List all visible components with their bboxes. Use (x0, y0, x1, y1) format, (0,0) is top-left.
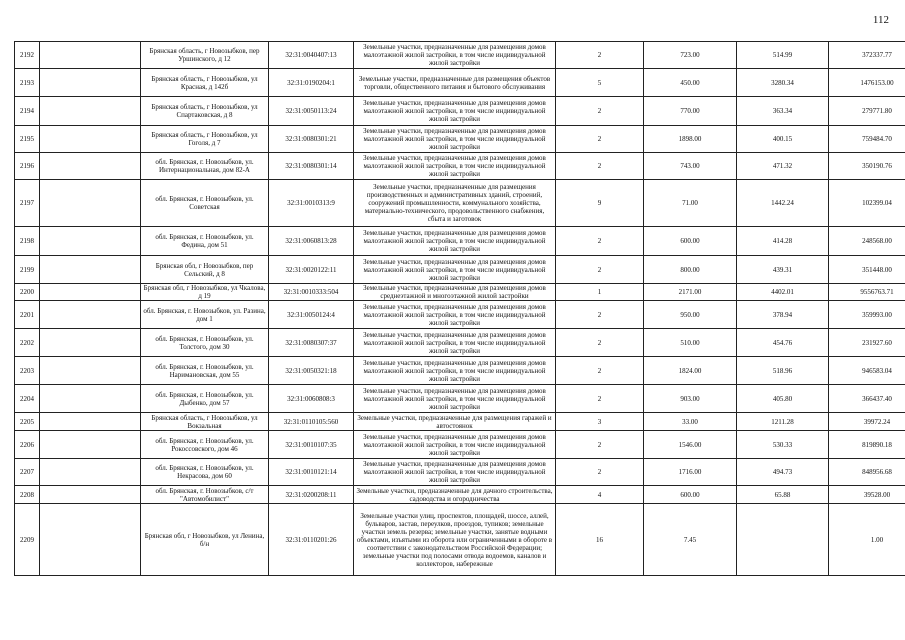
specific-value-cell (737, 504, 829, 576)
cadastral-number-cell: 32:31:0010333:504 (269, 284, 354, 301)
empty-cell (40, 431, 141, 459)
empty-cell (40, 69, 141, 97)
address-cell: Брянская обл, г Новозыбков, ул Ленина, б/н (141, 504, 269, 576)
cadastral-value-cell: 759484.70 (829, 126, 905, 153)
specific-value-cell: 1442.24 (737, 180, 829, 227)
area-cell: 1716.00 (644, 459, 737, 486)
empty-cell (40, 301, 141, 329)
specific-value-cell: 439.31 (737, 256, 829, 284)
address-cell: обл. Брянская, г. Новозыбков, с/т "Автомобилист" (141, 486, 269, 504)
specific-value-cell: 518.96 (737, 357, 829, 385)
empty-cell (40, 180, 141, 227)
cadastral-number-cell: 32:31:0110105:560 (269, 413, 354, 431)
table-row (15, 153, 905, 180)
row-number-cell: 2207 (15, 459, 40, 486)
row-number-cell: 2197 (15, 180, 40, 227)
table-row (15, 227, 905, 256)
cadastral-value-table (14, 41, 905, 576)
specific-value-cell: 3280.34 (737, 69, 829, 97)
address-cell: Брянская область, г Новозыбков, пер Уршинского, д 12 (141, 42, 269, 69)
table-row (15, 431, 905, 459)
table-row (15, 329, 905, 357)
cadastral-number-cell: 32:31:0010313:9 (269, 180, 354, 227)
category-code-cell: 2 (556, 153, 644, 180)
land-use-cell: Земельные участки, предназначенные для размещения домов малоэтажной жилой застройки, в том числе индивидуальной жилой застройки (354, 256, 556, 284)
table-row (15, 413, 905, 431)
table-row (15, 385, 905, 413)
cadastral-number-cell: 32:31:0010107:35 (269, 431, 354, 459)
empty-cell (40, 459, 141, 486)
address-cell: Брянская область, г Новозыбков, ул Вокзальная (141, 413, 269, 431)
area-cell: 800.00 (644, 256, 737, 284)
cadastral-number-cell: 32:31:0080301:21 (269, 126, 354, 153)
table-row (15, 357, 905, 385)
cadastral-value-cell: 946583.04 (829, 357, 905, 385)
area-cell: 1824.00 (644, 357, 737, 385)
cadastral-number-cell: 32:31:0190204:1 (269, 69, 354, 97)
category-code-cell: 3 (556, 413, 644, 431)
cadastral-value-cell: 248568.00 (829, 227, 905, 256)
empty-cell (40, 284, 141, 301)
empty-cell (40, 42, 141, 69)
specific-value-cell: 4402.01 (737, 284, 829, 301)
empty-cell (40, 256, 141, 284)
cadastral-number-cell: 32:31:0080307:37 (269, 329, 354, 357)
cadastral-number-cell: 32:31:0110201:26 (269, 504, 354, 576)
cadastral-value-cell: 1.00 (829, 504, 905, 576)
land-use-cell: Земельные участки, предназначенные для размещения объектов торговли, общественного питания и бытового обслуживания (354, 69, 556, 97)
row-number-cell: 2192 (15, 42, 40, 69)
category-code-cell: 16 (556, 504, 644, 576)
cadastral-value-cell: 279771.80 (829, 97, 905, 126)
cadastral-number-cell: 32:31:0050321:18 (269, 357, 354, 385)
table-row (15, 126, 905, 153)
row-number-cell: 2205 (15, 413, 40, 431)
cadastral-value-cell: 351448.00 (829, 256, 905, 284)
empty-cell (40, 227, 141, 256)
specific-value-cell: 414.28 (737, 227, 829, 256)
row-number-cell: 2195 (15, 126, 40, 153)
empty-cell (40, 97, 141, 126)
address-cell: обл. Брянская, г. Новозыбков, ул. Рокоссовского, дом 46 (141, 431, 269, 459)
cadastral-value-cell: 819890.18 (829, 431, 905, 459)
cadastral-value-cell: 1476153.00 (829, 69, 905, 97)
row-number-cell: 2209 (15, 504, 40, 576)
category-code-cell: 2 (556, 329, 644, 357)
category-code-cell: 2 (556, 256, 644, 284)
empty-cell (40, 329, 141, 357)
address-cell: обл. Брянская, г. Новозыбков, ул. Советская (141, 180, 269, 227)
address-cell: обл. Брянская, г. Новозыбков, ул. Некрасова, дом 60 (141, 459, 269, 486)
land-use-cell: Земельные участки, предназначенные для размещения домов малоэтажной жилой застройки, в том числе индивидуальной жилой застройки (354, 153, 556, 180)
row-number-cell: 2203 (15, 357, 40, 385)
land-use-cell: Земельные участки, предназначенные для размещения домов малоэтажной жилой застройки, в том числе индивидуальной жилой застройки (354, 126, 556, 153)
address-cell: Брянская область, г Новозыбков, ул Красная, д 142б (141, 69, 269, 97)
address-cell: обл. Брянская, г. Новозыбков, ул. Федина, дом 51 (141, 227, 269, 256)
category-code-cell: 4 (556, 486, 644, 504)
cadastral-number-cell: 32:31:0060813:28 (269, 227, 354, 256)
area-cell: 600.00 (644, 227, 737, 256)
address-cell: обл. Брянская, г. Новозыбков, ул. Интернациональная, дом 82-А (141, 153, 269, 180)
row-number-cell: 2208 (15, 486, 40, 504)
cadastral-number-cell: 32:31:0080301:14 (269, 153, 354, 180)
table-row (15, 486, 905, 504)
cadastral-value-cell: 39528.00 (829, 486, 905, 504)
land-use-cell: Земельные участки, предназначенные для размещения домов малоэтажной жилой застройки, в том числе индивидуальной жилой застройки (354, 97, 556, 126)
category-code-cell: 5 (556, 69, 644, 97)
cadastral-value-cell: 372337.77 (829, 42, 905, 69)
cadastral-value-cell: 359993.00 (829, 301, 905, 329)
table-body (15, 42, 905, 576)
area-cell: 33.00 (644, 413, 737, 431)
cadastral-number-cell: 32:31:0040407:13 (269, 42, 354, 69)
empty-cell (40, 504, 141, 576)
table-row (15, 459, 905, 486)
address-cell: Брянская обл, г Новозыбков, ул Чкалова, д 19 (141, 284, 269, 301)
cadastral-value-cell: 350190.76 (829, 153, 905, 180)
land-use-cell: Земельные участки, предназначенные для размещения производственных и административных зданий, строений, сооружений промышленности, коммунального хозяйства, материально-технического, продовольственного снабжения, сбыта и заготовок (354, 180, 556, 227)
category-code-cell: 2 (556, 301, 644, 329)
empty-cell (40, 357, 141, 385)
row-number-cell: 2199 (15, 256, 40, 284)
specific-value-cell: 400.15 (737, 126, 829, 153)
category-code-cell: 2 (556, 97, 644, 126)
address-cell: обл. Брянская, г. Новозыбков, ул. Дыбенко, дом 57 (141, 385, 269, 413)
category-code-cell: 2 (556, 385, 644, 413)
address-cell: обл. Брянская, г. Новозыбков, ул. Наримановская, дом 55 (141, 357, 269, 385)
specific-value-cell: 514.99 (737, 42, 829, 69)
cadastral-number-cell: 32:31:0200208:11 (269, 486, 354, 504)
area-cell: 600.00 (644, 486, 737, 504)
cadastral-value-cell: 231927.60 (829, 329, 905, 357)
row-number-cell: 2194 (15, 97, 40, 126)
address-cell: обл. Брянская, г. Новозыбков, ул. Толстого, дом 30 (141, 329, 269, 357)
area-cell: 7.45 (644, 504, 737, 576)
area-cell: 723.00 (644, 42, 737, 69)
area-cell: 1546.00 (644, 431, 737, 459)
specific-value-cell: 65.88 (737, 486, 829, 504)
cadastral-value-cell: 848956.68 (829, 459, 905, 486)
cadastral-number-cell: 32:31:0050124:4 (269, 301, 354, 329)
category-code-cell: 2 (556, 459, 644, 486)
category-code-cell: 2 (556, 227, 644, 256)
land-use-cell: Земельные участки улиц, проспектов, площадей, шоссе, аллей, бульваров, застав, переулков, проездов, тупиков; земельные участки земель резерва; земельные участки, занятые водными объектами, изъятыми из оборота или ограниченными в обороте в соответствии с законодательством Российской Федерации; земельные участки под полосами отвода водоемов, каналов и коллекторов, набережные (354, 504, 556, 576)
cadastral-value-cell: 366437.40 (829, 385, 905, 413)
row-number-cell: 2198 (15, 227, 40, 256)
land-use-cell: Земельные участки, предназначенные для размещения домов малоэтажной жилой застройки, в том числе индивидуальной жилой застройки (354, 301, 556, 329)
land-use-cell: Земельные участки, предназначенные для размещения домов малоэтажной жилой застройки, в том числе индивидуальной жилой застройки (354, 385, 556, 413)
row-number-cell: 2202 (15, 329, 40, 357)
land-use-cell: Земельные участки, предназначенные для размещения домов малоэтажной жилой застройки, в том числе индивидуальной жилой застройки (354, 42, 556, 69)
specific-value-cell: 363.34 (737, 97, 829, 126)
land-use-cell: Земельные участки, предназначенные для размещения домов малоэтажной жилой застройки, в том числе индивидуальной жилой застройки (354, 431, 556, 459)
cadastral-number-cell: 32:31:0060808:3 (269, 385, 354, 413)
table-row (15, 180, 905, 227)
empty-cell (40, 126, 141, 153)
specific-value-cell: 405.80 (737, 385, 829, 413)
land-use-cell: Земельные участки, предназначенные для дачного строительства, садоводства и огородничества (354, 486, 556, 504)
area-cell: 450.00 (644, 69, 737, 97)
area-cell: 1898.00 (644, 126, 737, 153)
area-cell: 2171.00 (644, 284, 737, 301)
table-row (15, 97, 905, 126)
table-row (15, 256, 905, 284)
category-code-cell: 2 (556, 431, 644, 459)
category-code-cell: 1 (556, 284, 644, 301)
cadastral-value-cell: 9556763.71 (829, 284, 905, 301)
empty-cell (40, 153, 141, 180)
category-code-cell: 2 (556, 126, 644, 153)
table-row (15, 284, 905, 301)
land-use-cell: Земельные участки, предназначенные для размещения гаражей и автостоянок (354, 413, 556, 431)
row-number-cell: 2200 (15, 284, 40, 301)
land-use-cell: Земельные участки, предназначенные для размещения домов малоэтажной жилой застройки, в том числе индивидуальной жилой застройки (354, 329, 556, 357)
empty-cell (40, 413, 141, 431)
row-number-cell: 2206 (15, 431, 40, 459)
cadastral-number-cell: 32:31:0020122:11 (269, 256, 354, 284)
address-cell: Брянская обл, г Новозыбков, пер Сельский, д 8 (141, 256, 269, 284)
table-row (15, 42, 905, 69)
cadastral-value-cell: 39972.24 (829, 413, 905, 431)
land-use-cell: Земельные участки, предназначенные для размещения домов малоэтажной жилой застройки, в том числе индивидуальной жилой застройки (354, 459, 556, 486)
specific-value-cell: 471.32 (737, 153, 829, 180)
empty-cell (40, 486, 141, 504)
row-number-cell: 2204 (15, 385, 40, 413)
row-number-cell: 2193 (15, 69, 40, 97)
table-row (15, 504, 905, 576)
address-cell: обл. Брянская, г. Новозыбков, ул. Разина, дом 1 (141, 301, 269, 329)
cadastral-number-cell: 32:31:0050113:24 (269, 97, 354, 126)
row-number-cell: 2201 (15, 301, 40, 329)
land-use-cell: Земельные участки, предназначенные для размещения домов среднеэтажной и многоэтажной жилой застройки (354, 284, 556, 301)
area-cell: 950.00 (644, 301, 737, 329)
specific-value-cell: 530.33 (737, 431, 829, 459)
area-cell: 770.00 (644, 97, 737, 126)
specific-value-cell: 1211.28 (737, 413, 829, 431)
specific-value-cell: 494.73 (737, 459, 829, 486)
area-cell: 71.00 (644, 180, 737, 227)
land-use-cell: Земельные участки, предназначенные для размещения домов малоэтажной жилой застройки, в том числе индивидуальной жилой застройки (354, 227, 556, 256)
empty-cell (40, 385, 141, 413)
address-cell: Брянская область, г Новозыбков, ул Спартаковская, д 8 (141, 97, 269, 126)
cadastral-number-cell: 32:31:0010121:14 (269, 459, 354, 486)
specific-value-cell: 378.94 (737, 301, 829, 329)
land-use-cell: Земельные участки, предназначенные для размещения домов малоэтажной жилой застройки, в том числе индивидуальной жилой застройки (354, 357, 556, 385)
page-number: 112 (872, 14, 889, 26)
area-cell: 903.00 (644, 385, 737, 413)
specific-value-cell: 454.76 (737, 329, 829, 357)
address-cell: Брянская область, г Новозыбков, ул Гоголя, д 7 (141, 126, 269, 153)
area-cell: 743.00 (644, 153, 737, 180)
category-code-cell: 9 (556, 180, 644, 227)
table-row (15, 301, 905, 329)
cadastral-value-cell: 102399.04 (829, 180, 905, 227)
category-code-cell: 2 (556, 42, 644, 69)
area-cell: 510.00 (644, 329, 737, 357)
category-code-cell: 2 (556, 357, 644, 385)
row-number-cell: 2196 (15, 153, 40, 180)
table-row (15, 69, 905, 97)
